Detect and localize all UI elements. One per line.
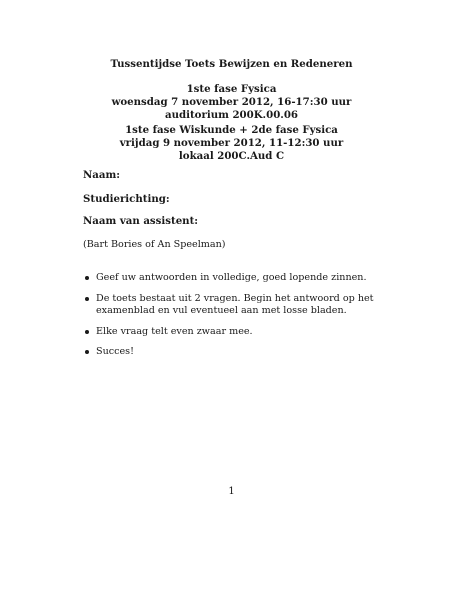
assistant-field-label: Naam van assistent:	[83, 215, 199, 227]
group2-date: vrijdag 9 november 2012, 11-12:30 uur	[119, 137, 344, 149]
group1-date: woensdag 7 november 2012, 16-17:30 uur	[111, 96, 352, 108]
session-group-1	[0, 83, 463, 122]
name-field-label: Naam:	[83, 169, 121, 181]
instruction-text: De toets bestaat uit 2 vragen. Begin het antwoord op het examenblad en vul eventueel aan met losse bladen.	[96, 292, 374, 316]
exam-title-text: Tussentijdse Toets Bewijzen en Redeneren	[110, 58, 353, 70]
assistants-note: (Bart Bories of An Speelman)	[83, 239, 226, 250]
exam-title	[0, 58, 463, 71]
bullet-icon	[85, 330, 89, 334]
bullet-icon	[85, 297, 89, 301]
bullet-icon	[85, 276, 89, 280]
bullet-icon	[85, 350, 89, 354]
instruction-item	[83, 326, 403, 339]
group2-location: lokaal 200C.Aud C	[178, 150, 285, 162]
instruction-item	[83, 346, 403, 359]
instructions-list	[83, 272, 403, 367]
instruction-item	[83, 272, 403, 285]
study-field-label: Studierichting:	[83, 193, 170, 205]
instruction-item	[83, 293, 403, 318]
page-number: 1	[228, 486, 235, 497]
instruction-text: Geef uw antwoorden in volledige, goed lopende zinnen.	[96, 272, 367, 283]
session-group-2	[0, 124, 463, 163]
group2-program: 1ste fase Wiskunde + 2de fase Fysica	[125, 124, 338, 136]
group1-program: 1ste fase Fysica	[186, 83, 277, 95]
instruction-text: Elke vraag telt even zwaar mee.	[96, 325, 253, 337]
instruction-text: Succes!	[96, 346, 134, 357]
group1-location: auditorium 200K.00.06	[164, 109, 299, 121]
